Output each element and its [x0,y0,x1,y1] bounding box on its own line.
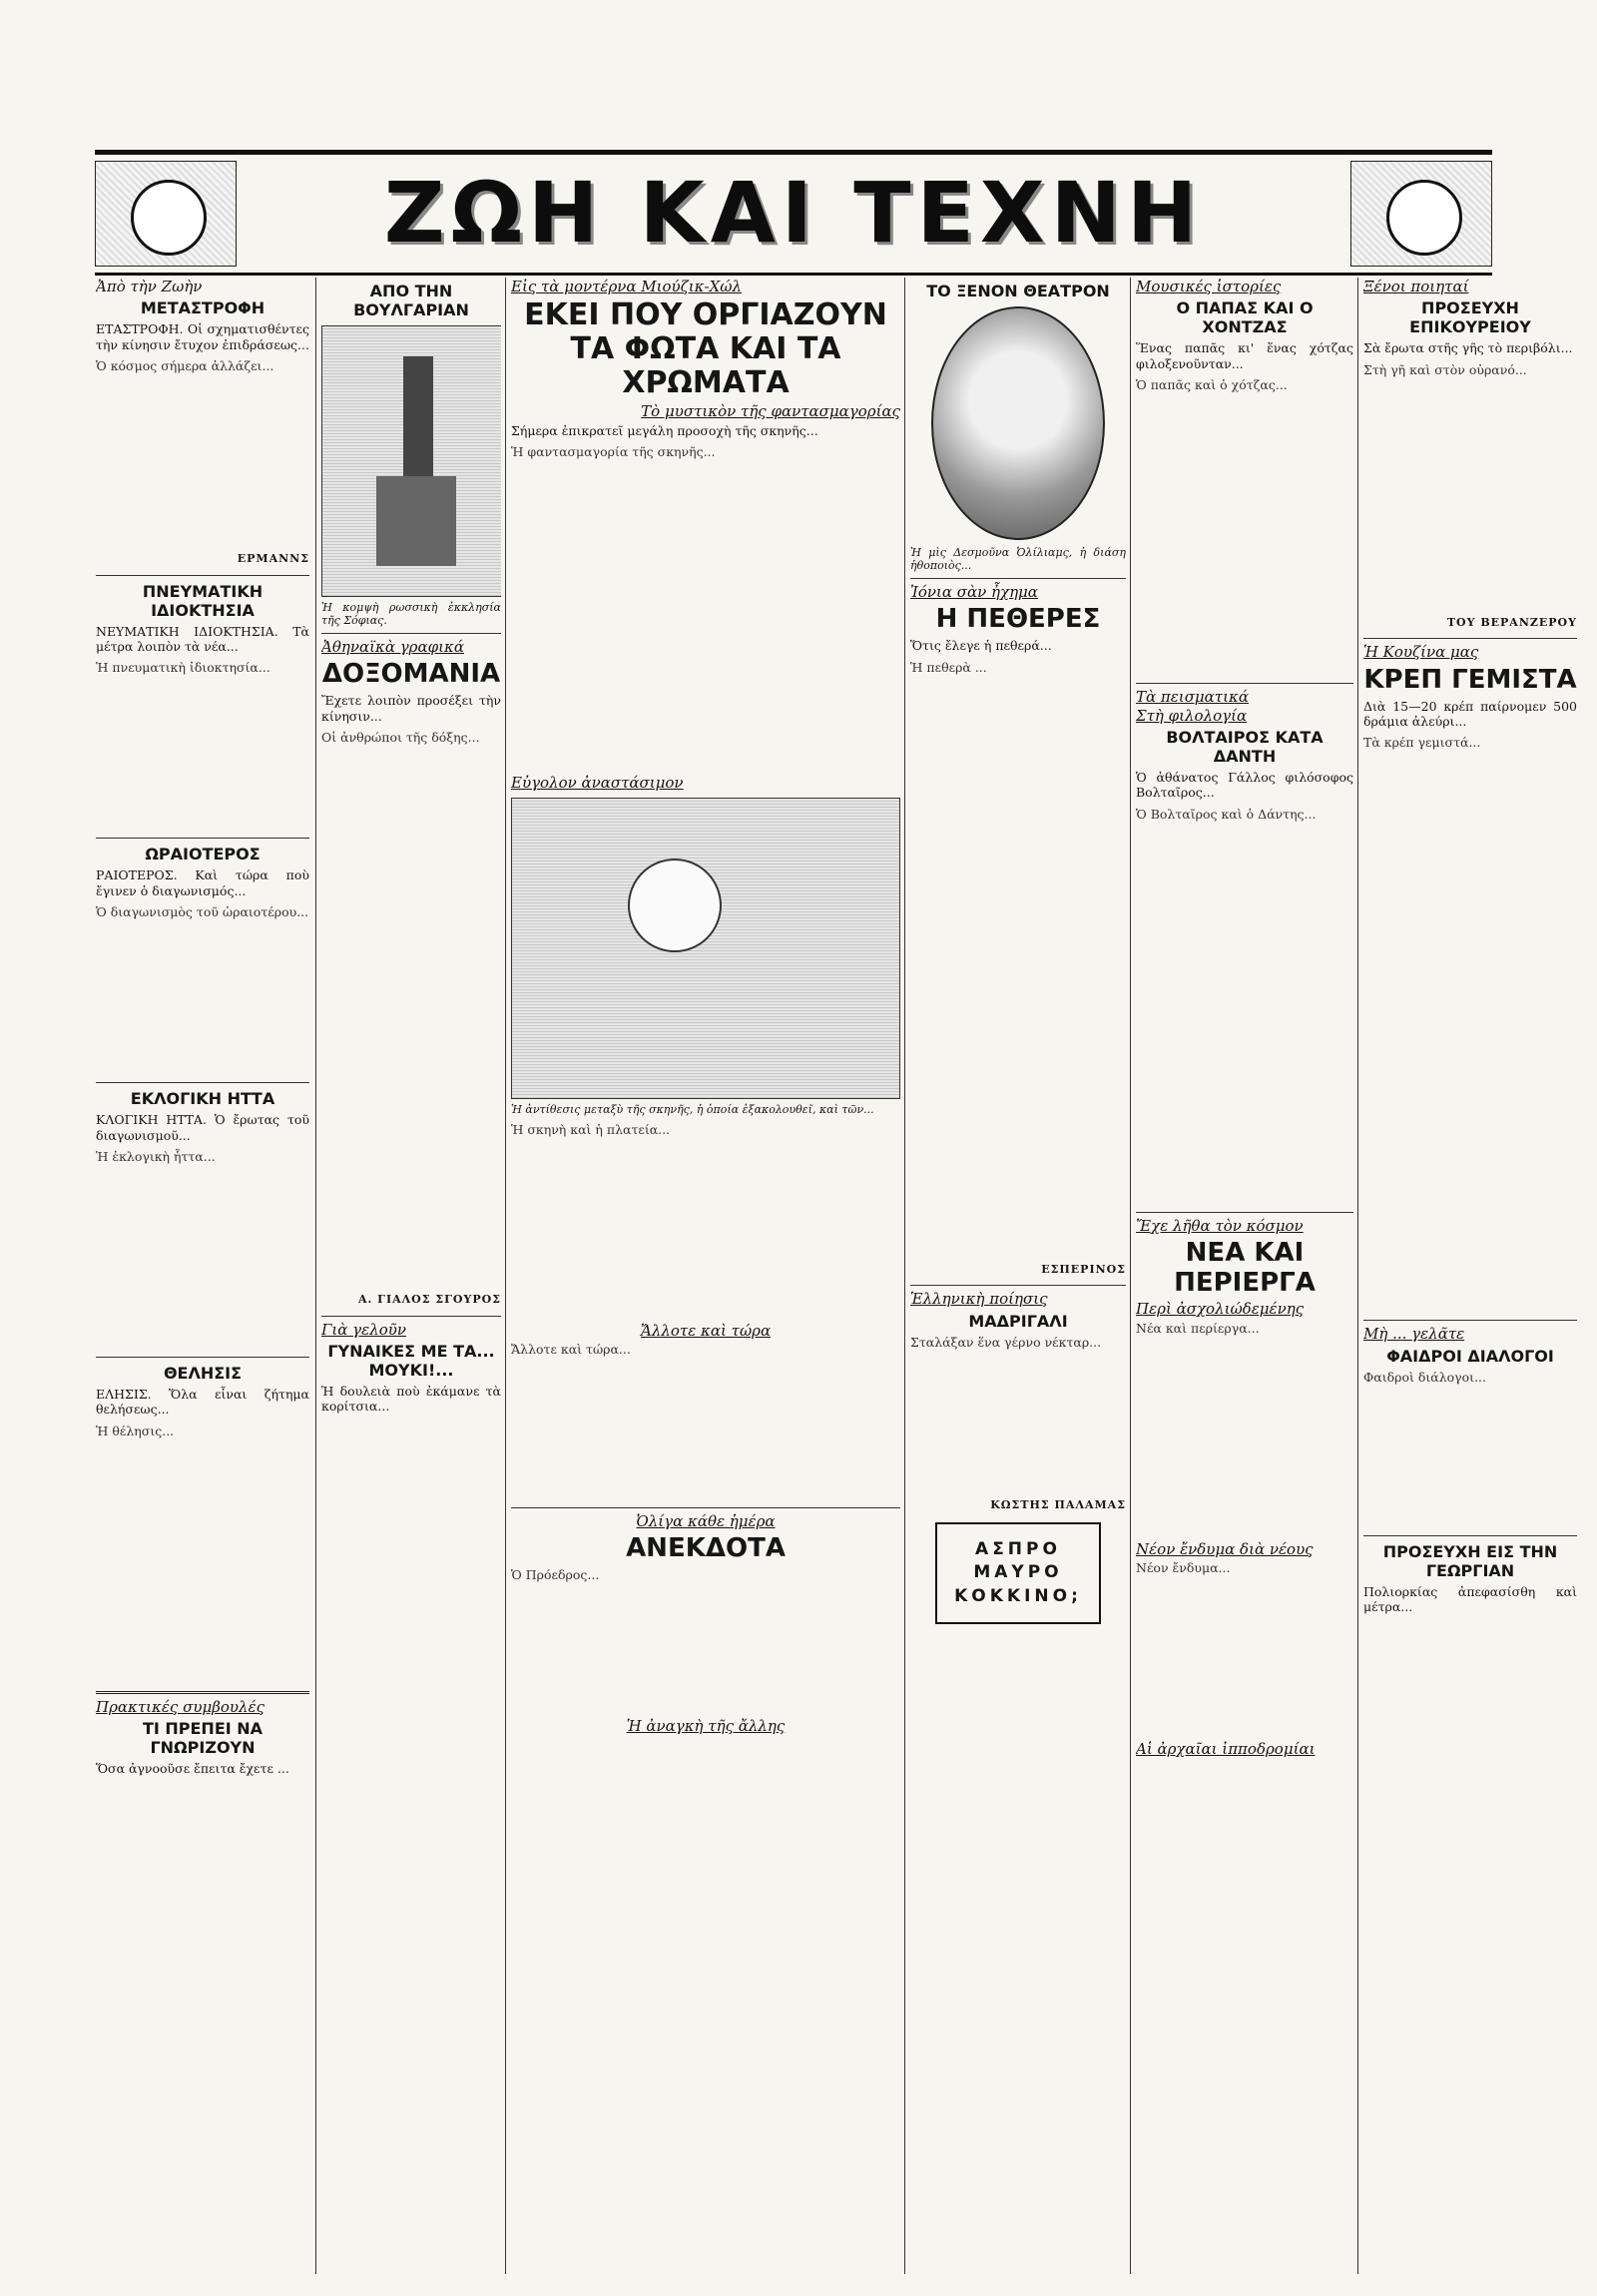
text-block: Ἡ πεθερὰ ... [910,659,987,675]
text-block: Οἱ ἀνθρώποι τῆς δόξης... [321,730,480,746]
headline: ΦΑΙΔΡΟΙ ΔΙΑΛΟΓΟΙ [1386,1346,1554,1366]
headline: ΔΟΞΟΜΑΝΙΑ [321,659,501,690]
byline: Α. ΓΙΑΛΟΣ ΣΓΟΥΡΟΣ [357,1293,501,1307]
section-kicker: Ξένοι ποιηταί [1363,278,1469,295]
section-kicker: Τὰ πεισματικά [1136,688,1249,707]
section-kicker: Ἔχε λῆθα τὸν κόσμον [1136,1216,1304,1235]
column-1 [96,278,309,2274]
photo-caption: Ἡ ἀντίθεσις μεταξὺ τῆς σκηνῆς, ἡ ὁποία ἐξακολουθεῖ, καὶ τῶν... [511,1102,874,1116]
headline: ΜΑΔΡΙΓΑΛΙ [968,1311,1068,1331]
article-text: ΡΑΙΟΤΕΡΟΣ. Καὶ τώρα ποὺ ἔγινεν ὁ διαγωνισμός... [96,867,309,898]
article-text: ΕΤΑΣΤΡΟΦΗ. Οἱ σχηματισθέντες τὴν κίνησιν ἔτυχον ἐπιδράσεως... [96,321,309,352]
headline: ΕΚΛΟΓΙΚΗ ΗΤΤΑ [130,1089,275,1109]
subhead: Περὶ ἀσχολιώδεμένης [1136,1300,1305,1319]
text-block: Φαιδροὶ διάλογοι... [1363,1369,1486,1385]
byline: ΤΟΥ ΒΕΡΑΝΖΕΡΟΥ [1446,615,1577,629]
subhead: Ἡ ἀναγκὴ τῆς ἄλλης [626,1717,786,1736]
poem-text: Σὰ ἔρωτα στῆς γῆς τὸ περιβόλι... [1363,340,1573,356]
text-block: Ἡ θέλησις... [96,1423,175,1438]
headline: ΠΡΟΣΕΥΧΗ ΕΠΙΚΟΥΡΕΙΟΥ [1409,298,1531,337]
section-kicker: Γιὰ γελοῦν [321,1320,406,1339]
column-3 [511,278,900,2274]
headline: ΘΕΛΗΣΙΣ [163,1364,243,1384]
text-block: Ἡ πνευματικὴ ἰδιοκτησία... [96,660,270,676]
article-oraioteros [96,845,309,1074]
article-symvoules [96,1697,309,1777]
text-block: Ἡ ἐκλογικὴ ἧττα... [96,1149,216,1165]
article-text: Ὅσα ἀγνοοῦσε ἔπειτα ἔχετε ... [96,1761,289,1777]
section-kicker: Ἰόνια σὰν ἦχημα [910,583,1038,601]
section-kicker: Ἑλληνικὴ ποίησις [910,1290,1048,1309]
byline: ΕΣΠΕΡΙΝΟΣ [1041,1262,1126,1276]
column-4 [910,278,1126,2274]
article-ipnevmatiki [96,582,309,831]
article-text: Σήμερα ἐπικρατεῖ μεγάλη προσοχὴ τῆς σκηνῆς... [511,422,818,438]
box-line: ΚΟΚΚΙΝΟ; [954,1585,1082,1606]
subhead: Ἄλλοτε καὶ τώρα [640,1321,772,1340]
headline: ΚΡΕΠ ΓΕΜΙΣΤΑ [1363,664,1577,695]
headline: ΓΥΝΑΙΚΕΣ ΜΕ ΤΑ... ΜΟΥΚΙ!... [327,1342,495,1381]
article-text: Ἡ δουλειὰ ποὺ ἐκάμανε τὰ κορίτσια... [321,1384,501,1415]
text-block: Ὁ Βολταῖρος καὶ ὁ Δάντης... [1136,806,1317,822]
article-text: ΝΕΥΜΑΤΙΚΗ ΙΔΙΟΚΤΗΣΙΑ. Τὰ μέτρα λοιπὸν τὰ νέα... [96,623,309,655]
byline: ΚΩΣΤΗΣ ΠΑΛΑΜΑΣ [990,1497,1126,1511]
article-text: Ὁ ἀθάνατος Γάλλος φιλόσοφος Βολταῖρος... [1136,770,1353,801]
article-text: ΚΛΟΓΙΚΗ ΗΤΤΑ. Ὁ ἔρωτας τοῦ διαγωνισμοῦ... [96,1112,309,1143]
text-block: Ἡ σκηνὴ καὶ ἡ πλατεία... [511,1121,671,1137]
stage-photo [511,798,900,1099]
poem-text: Σταλάξαν ἕνα γέρνο νέκταρ... [910,1334,1102,1350]
section-kicker: Μὴ ... γελᾶτε [1363,1325,1465,1344]
headline: ΤΙ ΠΡΕΠΕΙ ΝΑ ΓΝΩΡΙΖΟΥΝ [142,1719,264,1758]
subhead: Τὸ μυστικὸν τῆς φαντασμαγορίας [641,402,900,421]
section-kicker: Ἀθηναϊκὰ γραφικά [321,638,464,656]
subhead: Αἱ ἀρχαῖαι ἱπποδρομίαι [1136,1740,1316,1759]
byline: ΕΡΜΑΝΝΣ [237,552,309,566]
text-block: Στὴ γῆ καὶ στὸν οὐρανό... [1363,361,1527,377]
masthead-title: ΖΩΗ ΚΑΙ ΤΕΧΝΗ [383,164,1204,262]
portrait-photo [931,306,1105,540]
masthead-illustration-left [95,161,237,267]
box-line: ΜΑΥΡΟ [973,1562,1063,1583]
boxed-title [935,1522,1101,1624]
text-block: Ὁ Πρόεδρος... [511,1567,600,1583]
headline: ΠΝΕΥΜΑΤΙΚΗ ΙΔΙΟΚΤΗΣΙΑ [142,581,264,620]
article-metastrophi [96,298,309,566]
subhead: Νέον ἔνδυμα διὰ νέους [1136,1539,1314,1558]
article-text: Διὰ 15—20 κρέπ παίρνομεν 500 δράμια ἀλεύρι... [1363,698,1577,730]
article-text: Ἕνας παπᾶς κι' ἕνας χότζας φιλοξενοῦνταν... [1136,340,1353,371]
headline: Η ΠΕΘΕΡΕΣ [935,604,1101,635]
subhead: Ὀλίγα κάθε ἡμέρα [636,1512,776,1531]
text-block: Τὰ κρέπ γεμιστά... [1363,735,1481,751]
headline: ΠΡΟΣΕΥΧΗ ΕΙΣ ΤΗΝ ΓΕΩΡΓΙΑΝ [1382,1541,1558,1580]
section-kicker: Μουσικές ἱστορίες [1136,278,1282,295]
article-text: Ἔχετε λοιπὸν προσέξει τὴν κίνησιν... [321,693,501,724]
section-kicker: Ἀπὸ τὴν Ζωὴν [96,278,203,295]
text-block: Ὁ παπᾶς καὶ ὁ χότζας... [1136,377,1288,393]
masthead-illustration-right [1350,161,1492,267]
text-block: Νέον ἔνδυμα... [1136,1560,1231,1576]
headline: ΜΕΤΑΣΤΡΟΦΗ [140,298,266,318]
section-kicker: Πρακτικές συμβουλές [96,1697,265,1716]
text-block: Ὁ διαγωνισμὸς τοῦ ὡραιοτέρου... [96,904,309,920]
article-text: ΕΛΗΣΙΣ. Ὅλα εἶναι ζήτημα θελήσεως... [96,1387,309,1418]
headline: ΝΕΑ ΚΑΙ ΠΕΡΙΕΡΓΑ [1174,1238,1316,1299]
photo-caption: Ἡ μὶς Δεσμοῦνα Ὀλίλιαμς, ἡ διάση ἡθοποιὸς... [910,546,1126,572]
headline: Ο ΠΑΠΑΣ ΚΑΙ Ο ΧΟΝΤΖΑΣ [1176,298,1314,337]
text-block: Ἡ φαντασμαγορία τῆς σκηνῆς... [511,444,716,460]
article-text: Ὅτις ἔλεγε ἡ πεθερά... [910,638,1052,654]
headline: ΑΠΟ ΤΗΝ ΒΟΥΛΓΑΡΙΑΝ [353,282,469,319]
headline: ΤΟ ΞΕΝΟΝ ΘΕΑΤΡΟΝ [926,282,1110,300]
column-6 [1363,278,1577,2274]
section-kicker: Ἡ Κουζίνα μας [1363,643,1479,662]
section-kicker: Εἰς τὰ μοντέρνα Μιούζικ-Χώλ [511,278,742,295]
headline: ΑΝΕΚΔΟΤΑ [626,1533,786,1564]
subhead: Στὴ φιλολογία [1136,706,1248,725]
text-block: Ὁ κόσμος σήμερα ἀλλάζει... [96,358,274,374]
text-block: Ἄλλοτε καὶ τώρα... [511,1342,631,1358]
column-2 [321,278,501,2274]
text-block: Νέα καὶ περίεργα... [1136,1320,1260,1336]
article-thelisis [96,1364,309,1683]
headline: ΩΡΑΙΟΤΕΡΟΣ [145,845,261,864]
subhead: Εὐγολον ἀναστάσιμον [511,774,684,793]
box-line: ΑΣΠΡΟ [975,1539,1061,1560]
main-headline: ΕΚΕΙ ΠΟΥ ΟΡΓΙΑΖΟΥΝ ΤΑ ΦΩΤΑ ΚΑΙ ΤΑ ΧΡΩΜΑΤΑ [524,297,887,401]
headline: ΒΟΛΤΑΙΡΟΣ ΚΑΤΑ ΔΑΝΤΗ [1166,728,1324,767]
photo-caption: Ἡ κομψὴ ρωσσικὴ ἐκκλησία τῆς Σόφιας. [321,601,501,627]
article-text: Πολιορκίας ἀπεφασίσθη καὶ μέτρα... [1363,1583,1577,1615]
masthead [95,150,1492,276]
column-5 [1136,278,1353,2274]
church-photo [321,325,501,597]
article-eklogiki [96,1089,309,1349]
